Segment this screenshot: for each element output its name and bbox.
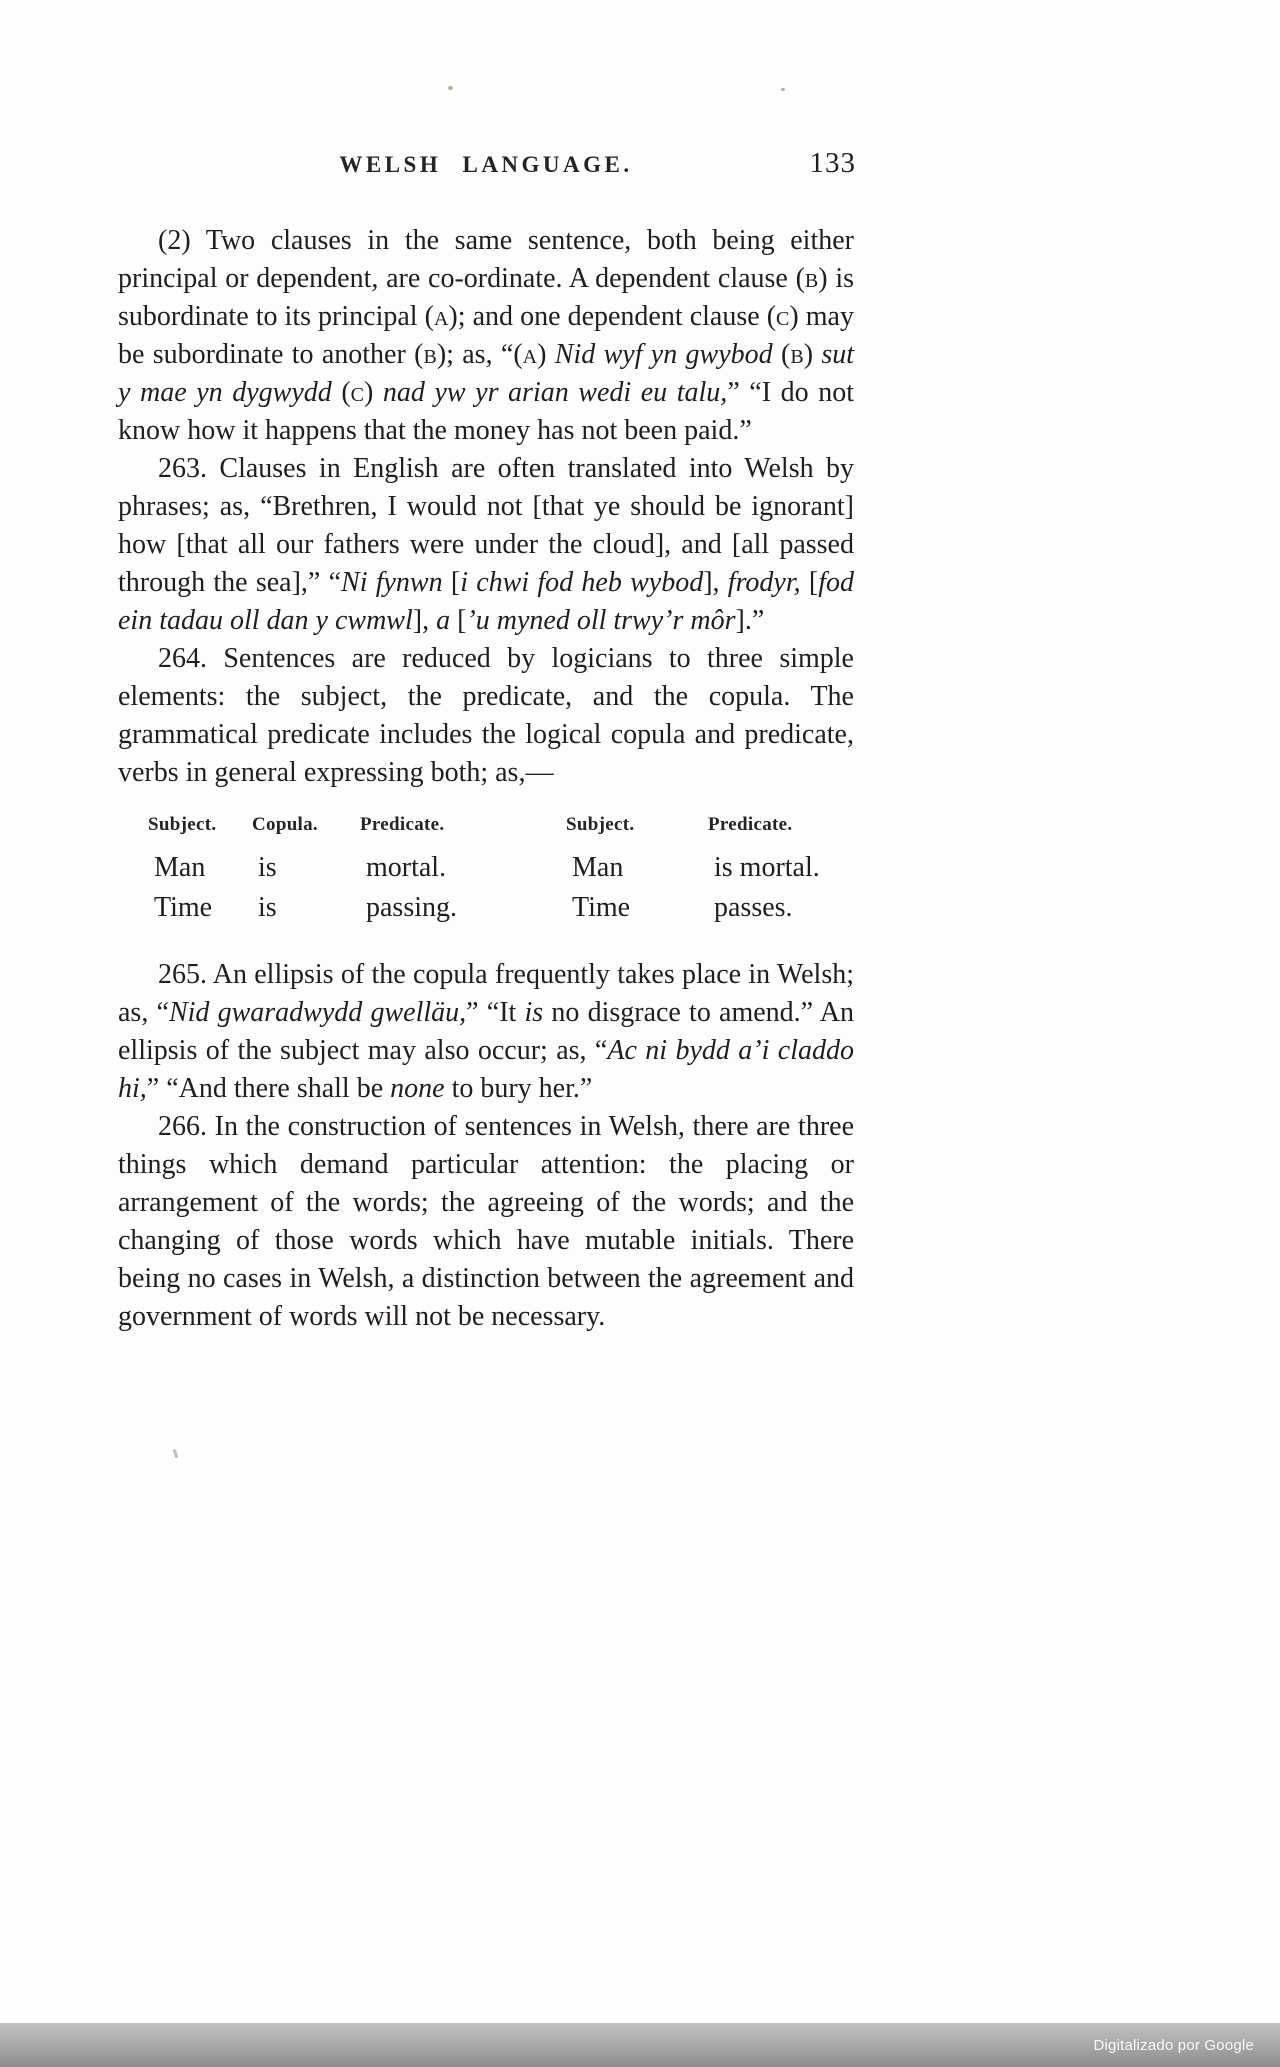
table-cell: passes. xyxy=(714,892,793,923)
paragraph xyxy=(118,450,854,640)
watermark-text: Digitalizado por Google xyxy=(1093,2036,1254,2054)
text-run: 265. An ellipsis of the copula frequently takes place in Welsh; as, “ xyxy=(118,959,854,1028)
table-cell: Man xyxy=(572,852,624,883)
text-run: ) is subordinate to its principal ( xyxy=(118,263,854,332)
smallcaps-run: c xyxy=(350,377,364,408)
text-run: 266. In the construction of sentences in Welsh, there are three things which demand particular attention: the placing or arrangement of the words; the agreeing of the words; and the changing of those words which have mutable initials. There being no cases in Welsh, a distinction between the agreement and government of words will not be necessary. xyxy=(118,1111,854,1332)
subject-copula-predicate-table xyxy=(118,814,854,928)
google-scan-footer xyxy=(0,2023,1280,2067)
column-header: Copula. xyxy=(252,814,318,835)
smallcaps-run: b xyxy=(423,339,437,370)
italic-run: ’u myned oll trwy’r môr xyxy=(466,605,736,636)
body-top-paragraphs xyxy=(118,222,854,792)
table-cell: Man xyxy=(154,852,206,883)
text-run: [ xyxy=(450,605,467,636)
column-header: Subject. xyxy=(566,814,635,835)
text-run: ], xyxy=(412,605,437,636)
text-run: 264. Sentences are reduced by logicians to three simple elements: the subject, the predicate, and the copula. The grammatical predicate includes the logical copula and predicate, verbs in general expressing both; as,— xyxy=(118,643,854,788)
table-cell: passing. xyxy=(366,892,457,923)
text-run: 263. Clauses in English are often translated into Welsh by phrases; as, “Brethren, I would not [that ye should be ignorant] how [that all our fathers were under the cloud], and [all passed through the sea],” “ xyxy=(118,453,854,598)
paragraph xyxy=(118,1108,854,1336)
column-header: Subject. xyxy=(148,814,217,835)
column-header: Predicate. xyxy=(708,814,793,835)
text-run: ) xyxy=(537,339,555,370)
column-header: Predicate. xyxy=(360,814,445,835)
paragraph xyxy=(118,640,854,792)
table-right-half xyxy=(512,814,898,928)
smallcaps-run: b xyxy=(790,339,804,370)
text-run: ].” xyxy=(735,605,765,636)
scan-artifact xyxy=(173,1449,179,1458)
paragraph xyxy=(118,956,854,1108)
table-left-half xyxy=(118,814,512,928)
italic-run: Ni fynwn xyxy=(341,567,443,598)
page-number: 133 xyxy=(809,147,856,179)
text-run: ” “It xyxy=(466,997,525,1028)
italic-run: Ac ni bydd a’i claddo hi, xyxy=(118,1035,854,1104)
italic-run: none xyxy=(390,1073,445,1104)
page-content xyxy=(118,147,856,1336)
text-run: ) may be subordinate to another ( xyxy=(118,301,854,370)
smallcaps-run: a xyxy=(522,339,538,370)
table-cell: mortal. xyxy=(366,852,447,883)
text-run: to bury her.” xyxy=(444,1073,593,1104)
text-run: ], xyxy=(703,567,728,598)
smallcaps-run: b xyxy=(804,263,819,294)
italic-run: a xyxy=(436,605,451,636)
table-cell: Time xyxy=(572,892,631,923)
smallcaps-run: a xyxy=(433,301,449,332)
text-run: ); and one dependent clause ( xyxy=(448,301,777,332)
table-cell: is xyxy=(258,892,277,923)
running-header xyxy=(118,147,856,190)
table-cell: Time xyxy=(154,892,213,923)
text-run: ” “And there shall be xyxy=(146,1073,391,1104)
text-run: ” “I do not know how it happens that the money has not been paid.” xyxy=(118,377,854,446)
scan-artifact xyxy=(781,88,785,91)
table-cell: is mortal. xyxy=(714,852,820,883)
text-run: ( xyxy=(331,377,351,408)
italic-run: frodyr, xyxy=(727,567,801,598)
scan-artifact xyxy=(448,86,453,90)
paragraph xyxy=(118,222,854,450)
text-run: ); as, “( xyxy=(436,339,523,370)
italic-run: Nid gwaradwydd gwelläu, xyxy=(168,997,467,1028)
italic-run: fod ein tadau oll dan y cwmwl xyxy=(118,567,855,636)
table-cell: is xyxy=(258,852,277,883)
text-run: ( xyxy=(772,339,791,370)
text-run: ) xyxy=(364,377,383,408)
italic-run: Nid wyf yn gwybod xyxy=(554,339,773,370)
text-run: [ xyxy=(442,567,461,598)
italic-run: i chwi fod heb wybod xyxy=(460,567,704,598)
text-run: ) xyxy=(803,339,822,370)
text-run: (2) Two clauses in the same sentence, both being either principal or dependent, are co-ordinate. A dependent clause ( xyxy=(118,225,854,294)
italic-run: sut y mae yn dygwydd xyxy=(118,339,855,408)
page-title: WELSH LANGUAGE. xyxy=(339,152,633,177)
italic-run: is xyxy=(524,997,544,1028)
smallcaps-run: c xyxy=(776,301,790,332)
text-run: [ xyxy=(800,567,819,598)
text-run: no disgrace to amend.” An ellipsis of the subject may also occur; as, “ xyxy=(118,997,854,1066)
body-bottom-paragraphs xyxy=(118,956,854,1336)
italic-run: nad yw yr arian wedi eu talu, xyxy=(382,377,728,408)
